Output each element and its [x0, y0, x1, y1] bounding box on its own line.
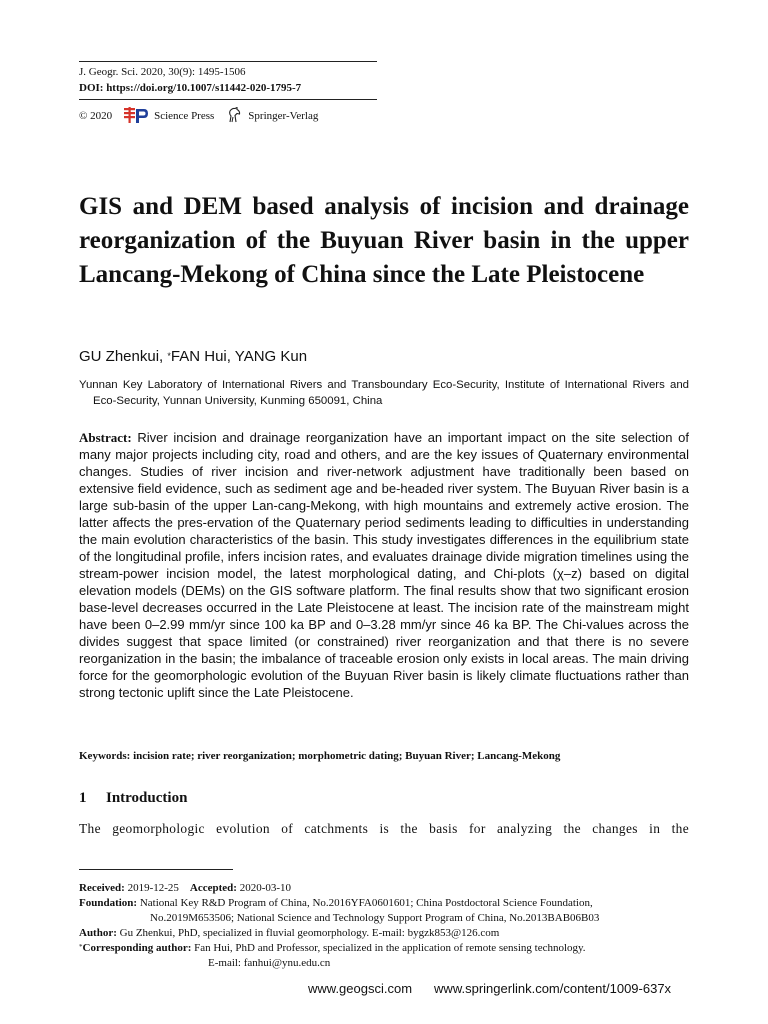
accepted-date: 2020-03-10	[236, 882, 292, 894]
science-press-name: Science Press	[154, 110, 215, 122]
received-label: Received:	[79, 882, 125, 894]
abstract	[79, 429, 689, 701]
authors-rest: FAN Hui, YANG Kun	[170, 348, 308, 365]
corresponding-author-mark: *	[167, 351, 171, 361]
corresponding-label: Corresponding author:	[82, 942, 192, 954]
corresponding-info: Fan Hui, PhD and Professor, specialized in the application of remote sensing technology.	[191, 942, 586, 954]
journal-reference: J. Geogr. Sci. 2020, 30(9): 1495-1506	[79, 66, 246, 78]
corresponding-row	[79, 941, 689, 956]
springer-horse-logo-icon	[226, 107, 242, 126]
geogsci-link[interactable]: www.geogsci.com	[308, 981, 413, 996]
section-heading-introduction	[79, 790, 187, 807]
publisher-row	[79, 108, 318, 124]
springerlink-link[interactable]: www.springerlink.com/content/1009-637x	[434, 981, 672, 996]
footnote-rule	[79, 869, 233, 870]
keywords: Keywords: incision rate; river reorganization; morphometric dating; Buyuan River; Lancang-Mekong	[79, 750, 561, 762]
corresponding-email[interactable]: E-mail: fanhui@ynu.edu.cn	[208, 957, 331, 969]
abstract-text: River incision and drainage reorganization have an important impact on the site selection of many major projects including city, road and others, and are the key issues of Quaternary environmental changes. Studies of river incision and river-network adjustment have traditionally been based on extensive field evidence, such as sediment age and be-headed river system. The Buyuan River basin is a large sub-basin of the upper Lan-cang-Mekong, with high mountains and extremely active erosion. The latter affects the pres-ervation of the Quaternary period sediments leading to difficulties in understanding the main evolution characteristics of the basin. This study investigates differences in the equilibrium state of the longitudinal profile, infers incision rates, and evaluates drainage divide migration timelines using the stream-power incision model, the latest morphological dating, and Chi-plots (χ–z) based on digital elevation models (DEMs) on the GIS software platform. The final results show that two significant erosion base-level decreases occurred in the Late Pleistocene at least. The incision rate of the mainstream might have been 0–2.99 mm/yr since 100 ka BP and 0–3.28 mm/yr since 46 ka BP. The Chi-values across the divides suggest that space limited (or constrained) river reorganization and that there is no severe reorganization in the basin; the imbalance of traceable erosion only exists in local areas. The main driving force for the geomorphologic evolution of the Buyuan River basin is likely climate fluctuations rather than strong tectonic uplift since the Late Pleistocene.	[79, 430, 689, 700]
author-affiliation: Yunnan Key Laboratory of International Rivers and Transboundary Eco-Security, Institute of International Rivers and Eco-Security, Yunnan University, Kunming 650091, China	[79, 379, 689, 407]
doi-link[interactable]: DOI: https://doi.org/10.1007/s11442-020-1795-7	[79, 82, 302, 94]
author-row	[79, 926, 689, 941]
header-top-rule	[79, 61, 377, 62]
author-list	[79, 348, 307, 365]
copyright-text: © 2020	[79, 110, 113, 122]
foundation-row	[79, 896, 689, 911]
introduction-first-line: The geomorphologic evolution of catchments is the basis for analyzing the changes in the	[79, 821, 689, 836]
springer-verlag-name: Springer-Verlag	[248, 110, 319, 122]
science-press-logo-icon	[124, 107, 148, 126]
abstract-label: Abstract:	[79, 430, 132, 445]
section-title: Introduction	[106, 790, 188, 806]
author-info: Gu Zhenkui, PhD, specialized in fluvial geomorphology. E-mail: bygzk853@126.com	[116, 927, 500, 939]
foundation-text-line1: National Key R&D Program of China, No.2016YFA0601601; China Postdoctoral Science Foundation,	[137, 897, 593, 909]
author-label: Author:	[79, 927, 117, 939]
corresponding-mark: *	[79, 943, 83, 951]
accepted-label: Accepted:	[189, 882, 237, 894]
article-title: GIS and DEM based analysis of incision and drainage reorganization of the Buyuan River basin in the upper Lancang-Mekong of China since the Late Pleistocene	[79, 193, 689, 288]
received-date: 2019-12-25	[124, 882, 179, 894]
foundation-label: Foundation:	[79, 897, 138, 909]
footer-links	[308, 981, 671, 996]
foundation-continuation: No.2019M653506; National Science and Technology Support Program of China, No.2013BAB06B03	[150, 912, 600, 924]
header-bottom-rule	[79, 99, 377, 100]
footnotes	[79, 881, 689, 971]
dates-row	[79, 881, 689, 896]
authors-first: GU Zhenkui,	[79, 348, 168, 365]
section-number: 1	[79, 790, 87, 806]
